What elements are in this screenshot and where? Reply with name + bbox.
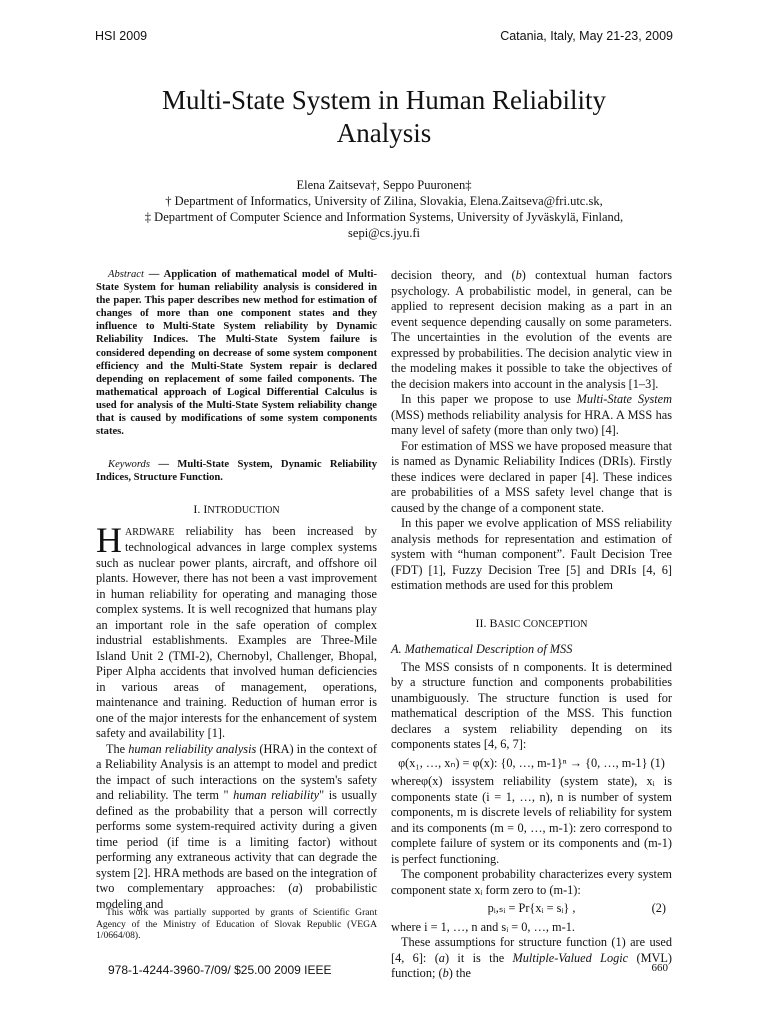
emphasis: Multiple-Valued Logic — [512, 950, 629, 965]
keywords-label: Keywords — [108, 459, 150, 471]
funding-footnote: This work was partially supported by grants of Scientific Grant Agency of the Ministry of Education of Slovak Republic (VEGA 1/0664/08). — [96, 907, 377, 941]
author-names: Elena Zaitseva†, Seppo Puuronen‡ — [296, 178, 472, 192]
text-run: ) contextual human factors psychology. A probabilistic model, in general, can be applied to represent decision making as a part in an event sequence depending causally on some parameters. The uncertainties in the evolution of the events are expressed by probabilities. The decision analytic view in the modeling makes it possible to take the objectives of the decision makers into account in the analysis [1–3]. — [391, 268, 672, 391]
text-run: ) probabilistic modeling and — [96, 881, 377, 911]
abstract-label: Abstract — [108, 269, 144, 280]
intro-paragraph-2 — [96, 742, 377, 913]
paper-title — [0, 84, 768, 150]
emphasis: b — [442, 966, 449, 980]
affiliation-1: † Department of Informatics, University of Zilina, Slovakia, Elena.Zaitseva@fri.utc.sk, — [165, 194, 603, 208]
conference-name: HSI 2009 — [95, 29, 148, 43]
text-run: ) it is the — [444, 950, 513, 965]
affiliation-2: ‡ Department of Computer Science and Information Systems, University of Jyväskylä, Finland, — [144, 210, 624, 224]
right-paragraph-7: The component probability characterizes every system component state xᵢ form zero to (m-1): — [391, 867, 672, 897]
section-initial: C — [522, 615, 531, 630]
emphasis: human reliability — [233, 788, 320, 803]
emphasis: a — [292, 881, 299, 896]
right-paragraph-4: In this paper we evolve application of MSS reliability analysis methods for representation and estimation of system with “human component”. Fault Decision Tree (FDT) [1], Fuzzy Decision Tree [5] and DRIs [4, 6] estimation methods are used for this problem — [391, 516, 672, 592]
right-paragraph-6: whereφ(x) issystem reliability (system state), xᵢ is components state (i = 1, …, n), n is number of system components, m is discrete levels of reliability for system and its components (m = 0, …, m-1): zero correspond to complete failure of system or its components and (m-1) is perfect functioning. — [391, 774, 672, 866]
emphasis: Multi-State System — [576, 392, 672, 406]
title-line-2: Analysis — [336, 118, 432, 148]
abstract — [96, 268, 377, 438]
intro-text-1: reliability has been increased by technological advances in large complex systems such as nuclear power plants, aircraft, and offshore oil plants. However, there has not been a vast improvement in human reliability for operating and managing those complex systems. It is well recognized that humans play an important role in the safe operation of complex industrial establishments. Examples are Three-Mile Island Unit 2 (TMI-2), Chernobyl, Challenger, Bhopal, Piper Alpha accidents that involved human deficiencies in various areas of management, operations, maintenance and training. Reduction of human error is one of the major interests for the enhancement of system safety and availability [1]. — [96, 523, 377, 741]
abstract-text: — Application of mathematical model of Multi-State System for human reliability analysis is considered in the paper. This paper describes new method for estimation of changes of more than one component states and they influence to Multi-State System reliability by Dynamic Reliability Indices. The Multi-State System failure is considered depending on decrease of some system component efficiency and the Multi-State System repair is declared depending on replacement of some failed components. The mathematical approach of Logical Differential Calculus is used for analysis of the Multi-State System reliability change that is caused by modifications of some system components states. — [96, 269, 377, 438]
section-rest: NTRODUCTION — [207, 505, 280, 517]
text-run: (MVL) function; ( — [391, 950, 672, 980]
keywords — [96, 458, 377, 484]
section-heading-basic-conception — [391, 616, 672, 633]
text-run: " is usually defined as the probability that a person will correctly performs some system-required activity during a given time period (if time is a limiting factor) without performing any extraneous activity that can degrade the system [2]. HRA methods are based on the integration of two complementary approaches: ( — [96, 788, 377, 896]
right-paragraph-8: where i = 1, …, n and sᵢ = 0, …, m-1. — [391, 919, 575, 934]
section-rest: ONCEPTION — [530, 618, 588, 630]
right-column — [391, 268, 672, 982]
right-paragraph-3: For estimation of MSS we have proposed measure that is named as Dynamic Reliability Indices (DRIs). Firstly these indices were declared in paper [4]. These indices are probabilities of a MSS safety level change that is caused by the change of a component state. — [391, 438, 672, 515]
text-run: (HRA) in the context of a Reliability Analysis is an attempt to model and predict the impact of such interactions on the system's safety and reliability. The term " — [96, 741, 377, 803]
title-line-1: Multi-State System in Human Reliability — [162, 85, 606, 115]
copyright-isbn: 978-1-4244-3960-7/09/ $25.00 2009 IEEE — [108, 963, 332, 977]
intro-paragraph-1 — [96, 519, 377, 742]
right-paragraph-9 — [391, 935, 672, 982]
emphasis: a — [438, 950, 445, 965]
drop-cap: H — [96, 519, 122, 560]
conference-location-date: Catania, Italy, May 21-23, 2009 — [500, 29, 673, 43]
text-run: (MSS) methods reliability analysis for HRA. A MSS has many level of safety (more than only two) [4]. — [391, 407, 672, 437]
left-column — [96, 268, 377, 912]
emphasis: human reliability analysis — [128, 741, 257, 756]
section-number: I. — [193, 502, 204, 517]
author-block — [0, 177, 768, 241]
section-number: II. — [475, 615, 490, 630]
right-paragraph-2 — [391, 392, 672, 439]
equation-2-number: (2) — [651, 901, 666, 915]
right-paragraph-1 — [391, 268, 672, 392]
text-run: The — [106, 741, 129, 756]
page-number: 660 — [651, 962, 668, 974]
equation-2-body: pᵢ,ₛᵢ = Pr{xᵢ = sᵢ} , — [487, 901, 576, 915]
subsection-heading: A. Mathematical Description of MSS — [391, 642, 573, 656]
text-run: In this paper we propose to use — [401, 392, 577, 406]
equation-2 — [391, 901, 672, 917]
right-paragraph-5: The MSS consists of n components. It is determined by a structure function and components probabilities unambiguously. The structure function is used for mathematical description of the MSS. This function declares a system reliability depending on its components states [4, 6, 7]: — [391, 659, 672, 751]
affiliation-2-email: sepi@cs.jyu.fi — [348, 226, 420, 240]
equation-1: φ(x₁, …, xₙ) = φ(x): {0, …, m-1}ⁿ → {0, …, m-1} (1) — [398, 755, 665, 770]
section-initial: I — [203, 502, 208, 517]
text-run: These assumptions for structure function (1) are used [4, 6]: ( — [391, 935, 672, 965]
emphasis: b — [515, 268, 522, 282]
section-rest: ASIC — [497, 618, 523, 630]
intro-first-word: ARDWARE — [125, 526, 175, 538]
text-run: decision theory, and ( — [391, 268, 516, 282]
text-run: ) the — [448, 966, 471, 980]
section-initial: B — [489, 615, 498, 630]
section-heading-introduction — [96, 502, 377, 519]
keywords-text: — Multi-State System, Dynamic Reliability Indices, Structure Function. — [96, 459, 377, 484]
